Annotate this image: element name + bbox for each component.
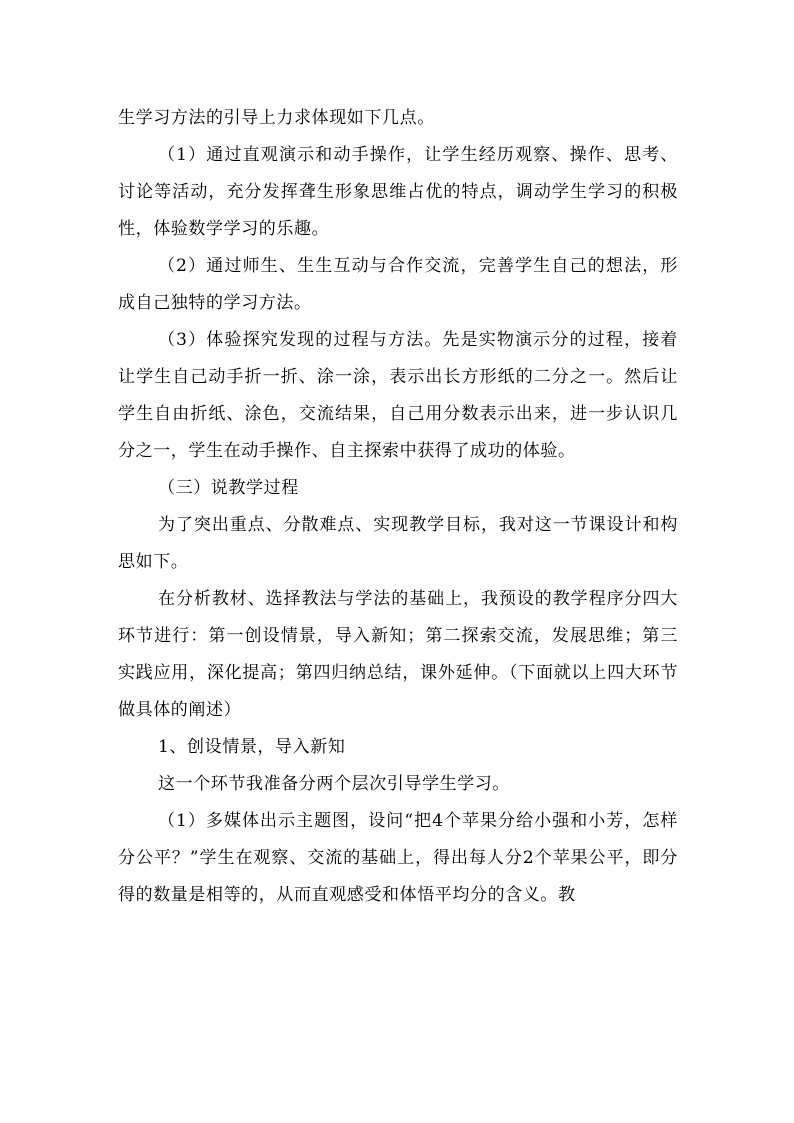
paragraph-stage-1-intro: 这一个环节我准备分两个层次引导学生学习。 (158, 774, 510, 794)
paragraph-point-2: （2）通过师生、生生互动与合作交流，完善学生自己的想法，形成自己独特的学习方法。 (118, 256, 678, 313)
subheading-stage-1: 1、创设情景，导入新知 (158, 737, 346, 757)
paragraph-design-intro: 为了突出重点、分散难点、实现教学目标，我对这一节课设计和构思如下。 (118, 515, 678, 572)
paragraph-point-3: （3）体验探究发现的过程与方法。先是实物演示分的过程，接着让学生自己动手折一折、涂一涂，表示出长方形纸的二分之一。然后让学生自由折纸、涂色，交流结果，自己用分数表示出来，进一步认识几分之一，学生在动手操作、自主探索中获得了成功的体验。 (118, 330, 678, 461)
paragraph-stage-1-point-1: （1）多媒体出示主题图，设问“把4个苹果分给小强和小芳，怎样分公平？”学生在观察、交流的基础上，得出每人分2个苹果公平，即分得的数量是相等的，从而直观感受和体悟平均分的含义。教 (118, 811, 678, 905)
paragraph-four-stages: 在分析教材、选择教法与学法的基础上，我预设的教学程序分四大环节进行：第一创设情景，导入新知；第二探索交流，发展思维；第三实践应用，深化提高；第四归纳总结，课外延伸。（下面就以上四大环节做具体的阐述） (118, 589, 678, 720)
paragraph-continuation: 生学习方法的引导上力求体现如下几点。 (118, 108, 435, 128)
document-body (118, 100, 678, 914)
section-heading-teaching-process: （三）说教学过程 (158, 478, 299, 498)
paragraph-point-1: （1）通过直观演示和动手操作，让学生经历观察、操作、思考、讨论等活动，充分发挥聋生形象思维占优的特点，调动学生学习的积极性，体验数学学习的乐趣。 (118, 145, 678, 239)
